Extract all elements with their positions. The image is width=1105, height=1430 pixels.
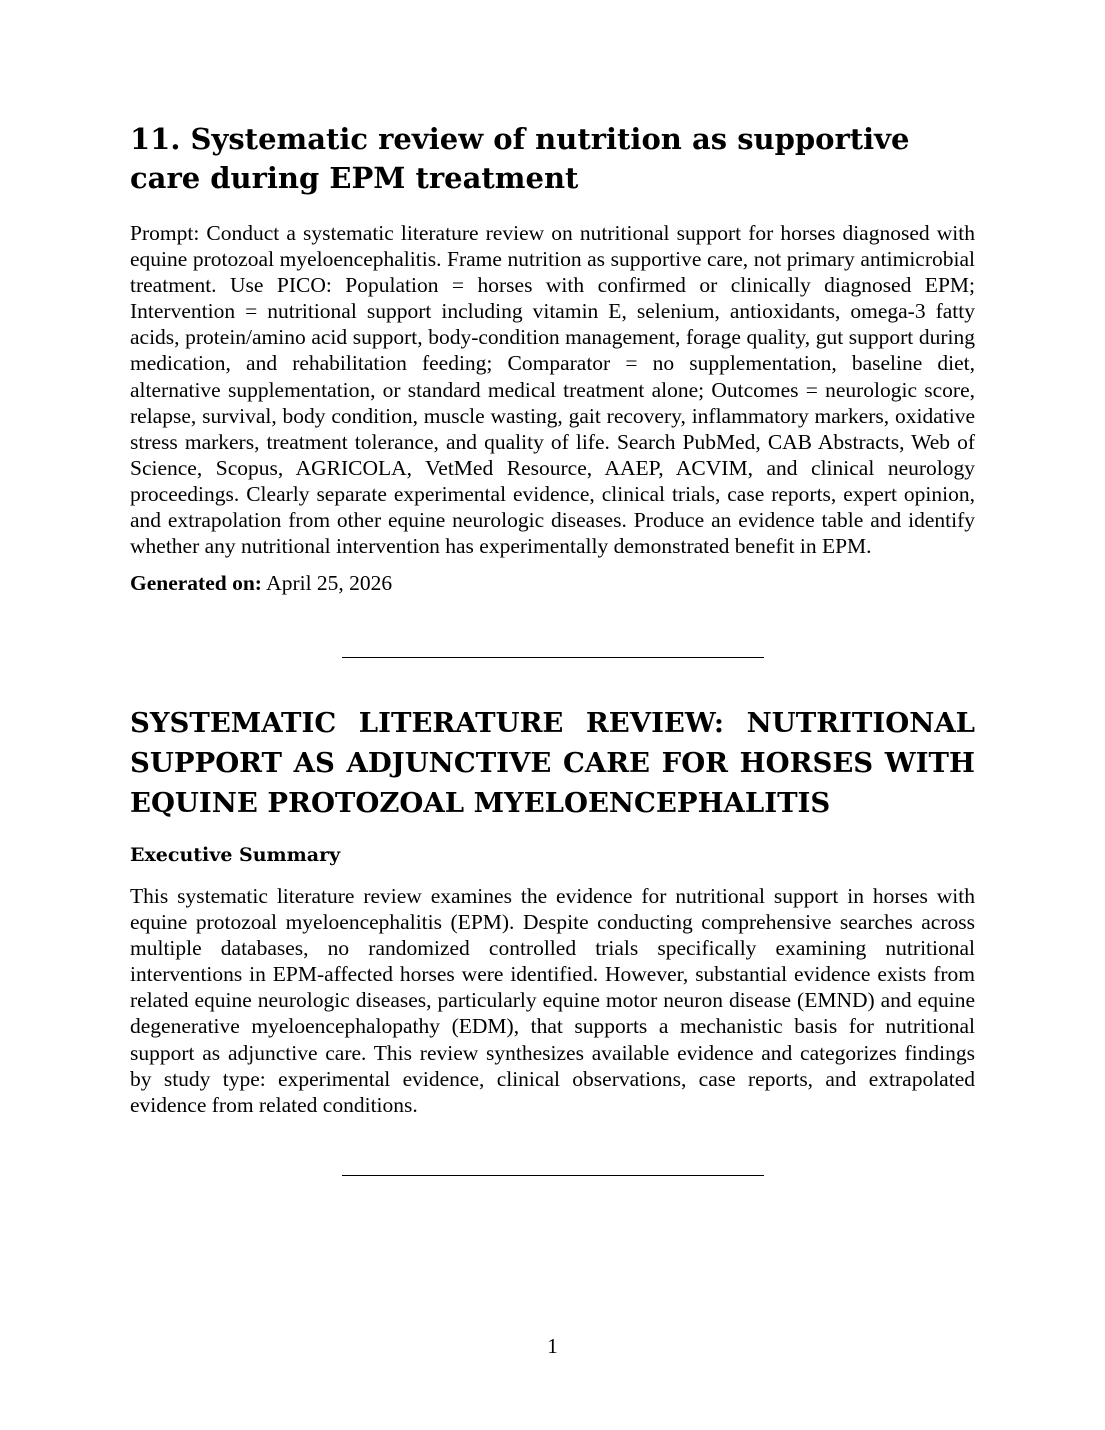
generated-line: [130, 570, 975, 596]
section-title: 11. Systematic review of nutrition as supportive care during EPM treatment: [130, 122, 910, 195]
generated-label: Generated on:: [130, 571, 262, 596]
review-title: SYSTEMATIC LITERATURE REVIEW: NUTRITIONAL SUPPORT AS ADJUNCTIVE CARE FOR HORSES WITH EQUINE PROTOZOAL MYELOENCEPHALITIS: [130, 707, 975, 819]
document-page: [130, 120, 975, 1117]
page-number: 1: [547, 1334, 558, 1358]
section-divider: [342, 657, 764, 658]
generated-date: April 25, 2026: [266, 571, 393, 596]
summary-divider: [342, 1175, 764, 1176]
executive-summary-heading: Executive Summary: [130, 844, 341, 866]
prompt-paragraph: Prompt: Conduct a systematic literature review on nutritional support for horses diagnosed with equine protozoal myeloencephalitis. Frame nutrition as supportive care, not primary antimicrobial treatment. Use PICO: Population = horses with confirmed or clinically diagnosed EPM; Intervention = nutritional support including vitamin E, selenium, antioxidants, omega-3 fatty acids, protein/amino acid support, body-condition management, forage quality, gut support during medication, and rehabilitation feeding; Comparator = no supplementation, baseline diet, alternative supplementation, or standard medical treatment alone; Outcomes = neurologic score, relapse, survival, body condition, muscle wasting, gait recovery, inflammatory markers, oxidative stress markers, treatment tolerance, and quality of life. Search PubMed, CAB Abstracts, Web of Science, Scopus, AGRICOLA, VetMed Resource, AAEP, ACVIM, and clinical neurology proceedings. Clearly separate experimental evidence, clinical trials, case reports, expert opinion, and extrapolation from other equine neurologic diseases. Produce an evidence table and identify whether any nutritional intervention has experimentally demonstrated benefit in EPM.: [130, 221, 975, 559]
executive-summary-paragraph: This systematic literature review examines the evidence for nutritional support in horses with equine protozoal myeloencephalitis (EPM). Despite conducting comprehensive searches across multiple databases, no randomized controlled trials specifically examining nutritional interventions in EPM-affected horses were identified. However, substantial evidence exists from related equine neurologic diseases, particularly equine motor neuron disease (EMND) and equine degenerative myeloencephalopathy (EDM), that supports a mechanistic basis for nutritional support as adjunctive care. This review synthesizes available evidence and categorizes findings by study type: experimental evidence, clinical observations, case reports, and extrapolated evidence from related conditions.: [130, 884, 975, 1117]
